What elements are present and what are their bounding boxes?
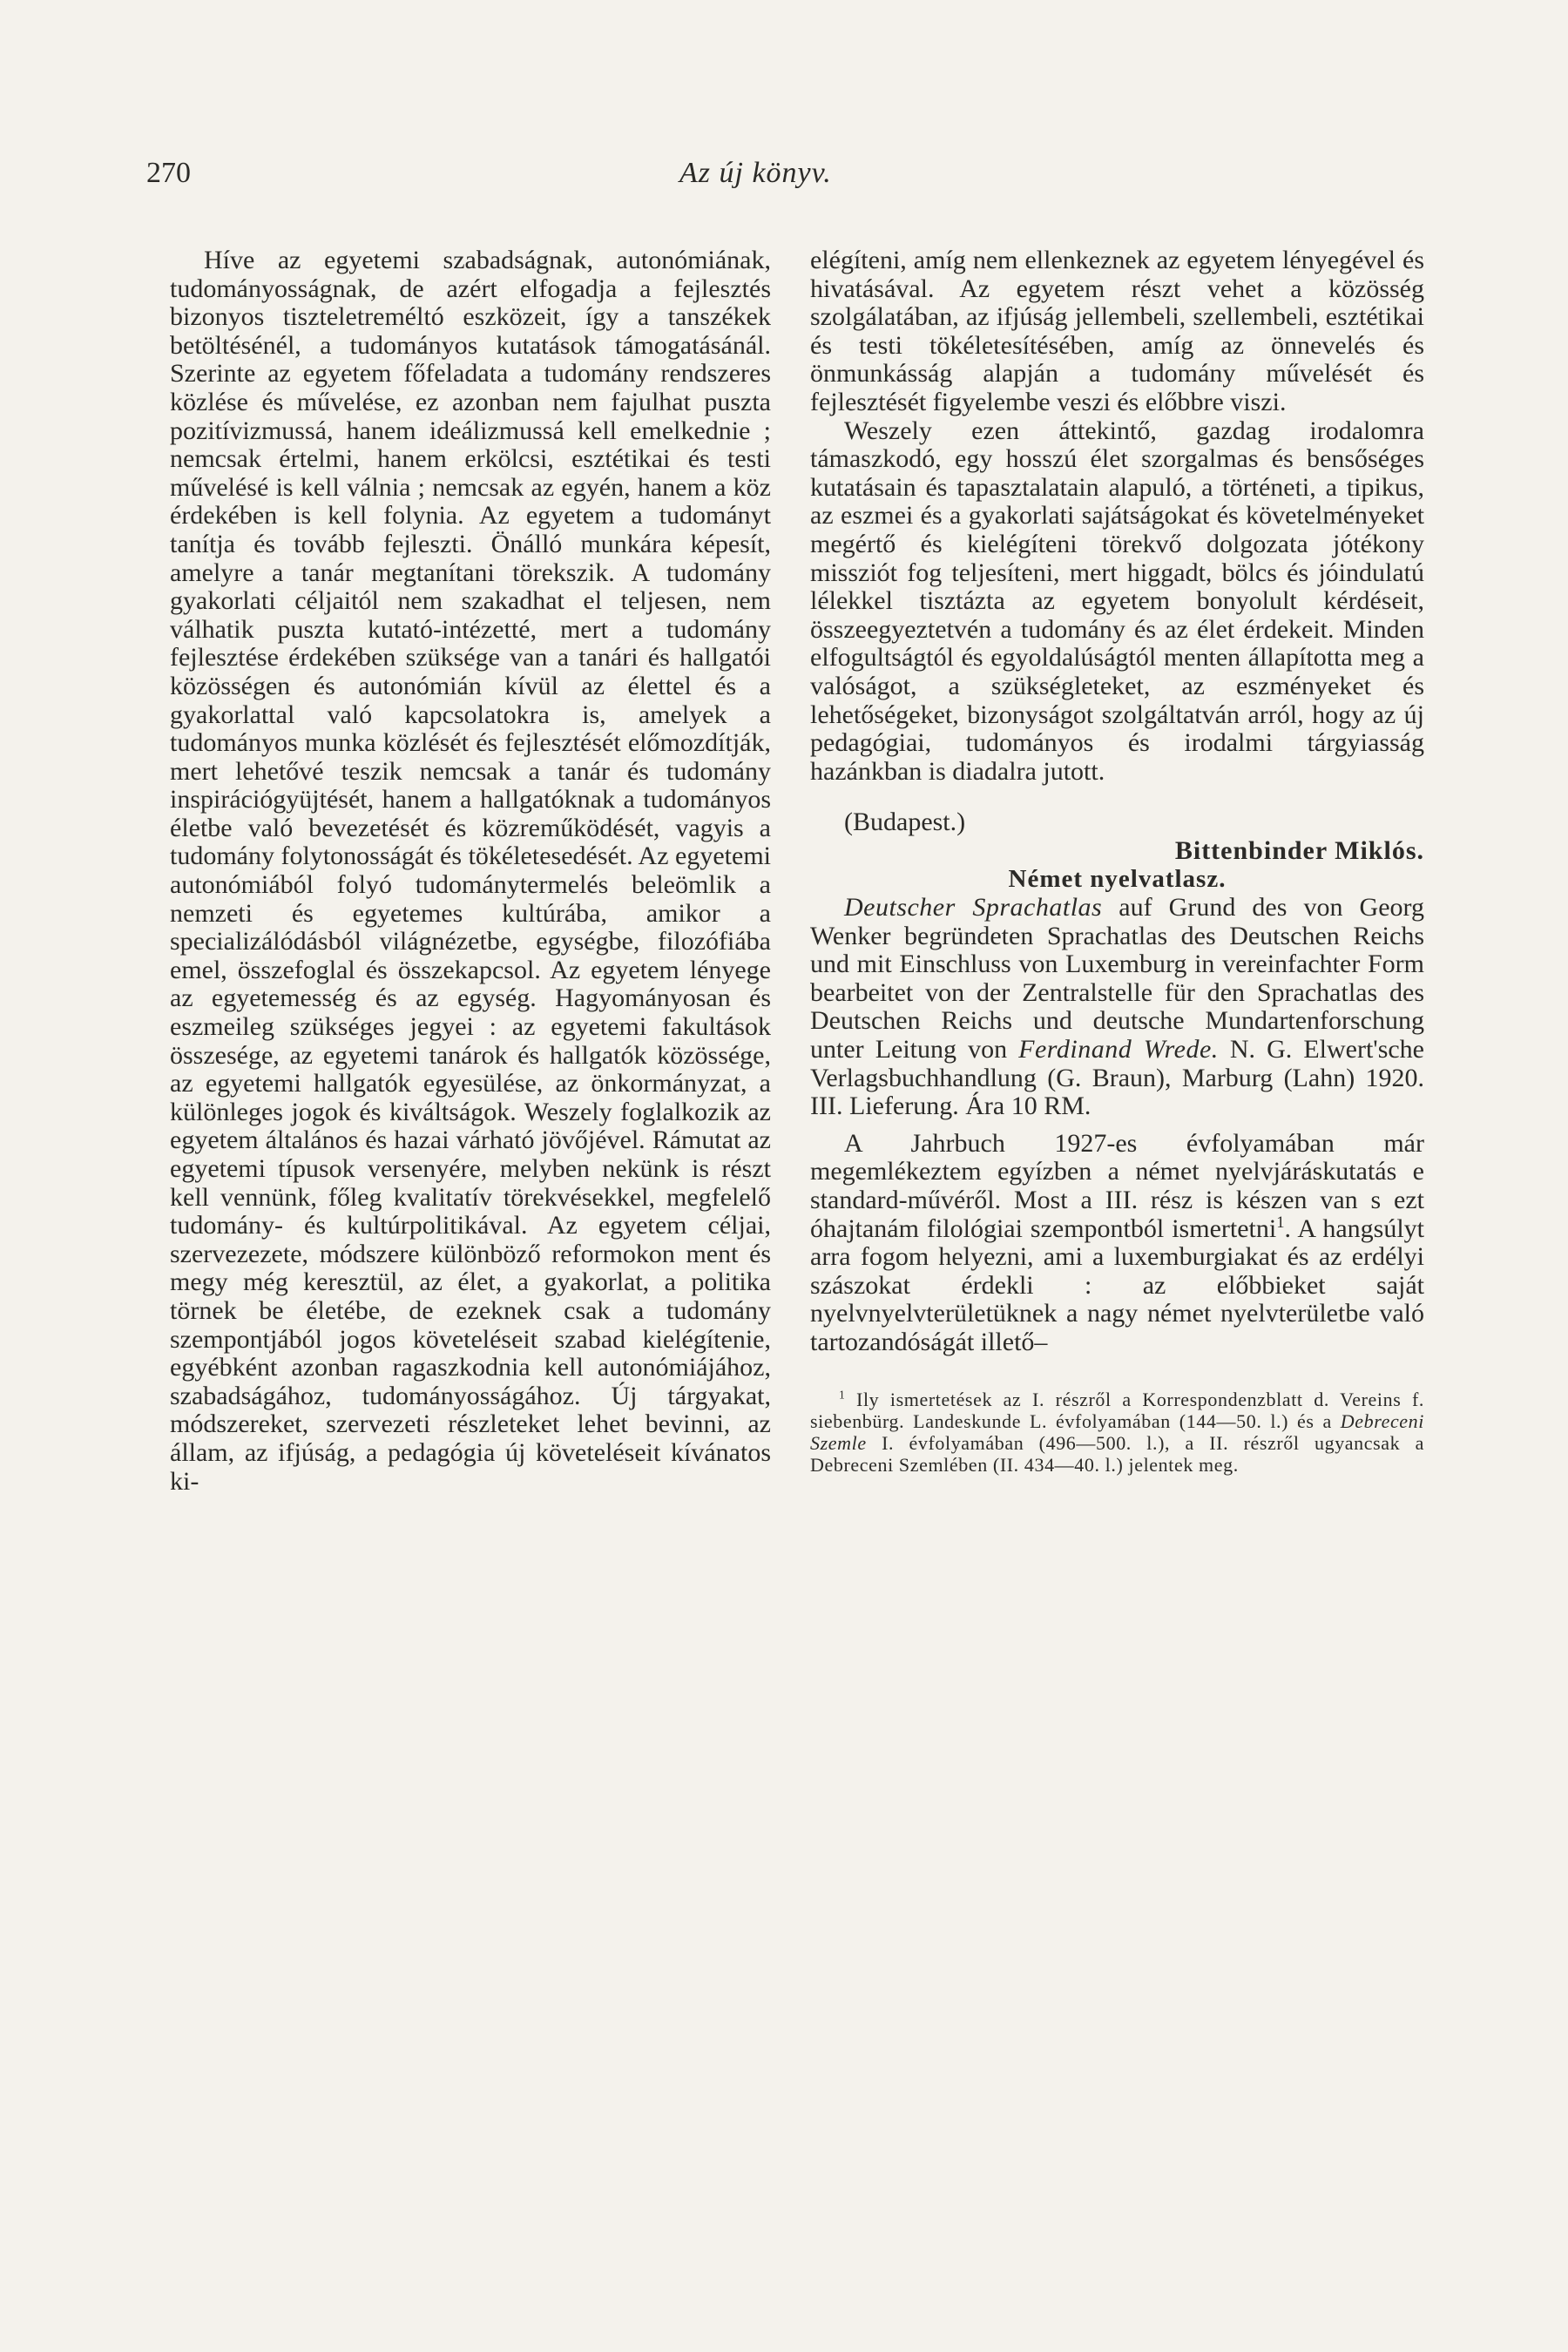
left-column xyxy=(170,247,771,1496)
review-intro-paragraph xyxy=(810,1130,1424,1357)
book-title: Deutscher Sprachatlas xyxy=(844,893,1103,923)
right-continuation-paragraph: elégíteni, amíg nem ellenkeznek az egyetem lényegével és hivatásával. Az egyetem részt vehet a közösség szolgálatában, az ifjúság jellembeli, szellembeli, esztétikai és testi tökéletesítésében, amíg az önnevelés és önmunkásság alapján a tudomány művelését és fejlesztését figyelembe veszi és előbbre viszi. xyxy=(810,246,1424,416)
left-paragraph: Híve az egyetemi szabadságnak, autonómiának, tudományosságnak, de azért elfogadja a fejlesztés bizonyos tiszteletreméltó eszközeit, így a tanszékek betöltésénél, a tudományos kutatások támogatásánál. Szerinte az egyetem főfeladata a tudomány rendszeres közlése és művelése, ez azonban nem fajulhat puszta pozitívizmussá, hanem ideálizmussá kell emelkednie ; nemcsak értelmi, hanem erkölcsi, esztétikai és testi művelésé is kell válnia ; nemcsak az egyén, hanem a köz érdekében is kell folynia. Az egyetem a tudományt tanítja és tovább fejleszti. Önálló munkára képesít, amelyre a tanár megtanítani törekszik. A tudomány gyakorlati céljaitól nem szakadhat el teljesen, nem válhatik puszta kutató-intézetté, mert a tudomány fejlesztése érdekében szüksége van a tanári és hallgatói közösségen és autonómián kívül az élettel és a gyakorlattal való kapcsolatokra is, amelyek a tudományos munka közlését és fejlesztését előmozdítják, mert lehetővé teszik nemcsak a tanár és tudomány inspirációgyüjtését, hanem a hallgatóknak a tudományos életbe való bevezetését és közreműködését, vagyis a tudomány folytonosságát és tökéletesedését. Az egyetemi autonómiából folyó tudománytermelés beleömlik a nemzeti és egyetemes kultúrába, amikor a specializálódásból világnézetbe, egységbe, filozófiába emel, összefoglal és összekapcsol. Az egyetem lényege az egyetemesség és az egység. Hagyományosan és eszmeileg szükséges jegyei : az egyetemi fakultások összesége, az egyetemi tanárok és hallgatók közössége, az egyetemi hallgatók egyesülése, az önkormányzat, a különleges jogok és kiváltságok. Weszely foglalkozik az egyetem általános és hazai várható jövőjével. Rámutat az egyetemi típusok versenyére, melyben nekünk is részt kell vennünk, főleg kvalitatív törekvésekkel, megfelelő tudomány- és kultúrpolitikával. Az egyetem céljai, szervezezete, módszere különböző reformokon ment és megy még keresztül, az élet, a gyakorlat, a politika törnek be életébe, de ezeknek csak a tudomány szempontjából jogos követeléseit szabad kielégítenie, egyébként azonban ragaszkodnia kell autonómiájához, szabadságához, tudományosságához. Új tárgyakat, módszereket, szervezeti részleteket lehet bevinni, az állam, az ifjúság, a pedagógia új követeléseit kívánatos ki- xyxy=(170,246,771,1496)
footnote-reference: 1 xyxy=(1276,1213,1285,1232)
review-conclusion-paragraph: Weszely ezen áttekintő, gazdag irodalomra támaszkodó, egy hosszú élet szorgalmas és bensőséges kutatásain és tapasztalatain alapuló, a történeti, a tipikus, az eszmei és a gyakorlati sajátságokat és követelményeket megértő és kielégíteni törekvő dolgozata jótékony missziót fog teljesíteni, mert higgadt, bölcs és jóindulatú lélekkel tisztázta az egyetem bonyolult kérdéseit, összeegyeztetvén a tudomány és az élet érdekeit. Minden elfogultságtól és egyoldalúságtól menten állapította meg a valóságot, a szükségleteket, az eszményeket és lehetőségeket, bizonyságot szolgáltatván arról, hogy az új pedagógiai, tudományos és irodalmi tárgyiasság hazánkban is diadalra jutott. xyxy=(810,416,1424,786)
footnote-text-2: I. évfolyamában (496—500. l.), a II. részről ugyancsak a Debreceni Szemlében (II. 434—40. l.) jelentek meg. xyxy=(810,1431,1424,1476)
book-editor: Ferdinand Wrede. xyxy=(1018,1035,1219,1064)
book-entry-main: auf Grund des von Georg Wenker begründeten Sprachatlas des Deutschen Reichs und mit Einschluss von Luxemburg in vereinfachter Form bearbeitet von der Zentralstelle für den Sprachatlas des Deutschen Reichs und deutsche Mundartenforschung unter Leitung von xyxy=(810,893,1424,1064)
page-number: 270 xyxy=(146,157,191,189)
section-title: Német nyelvatlasz. xyxy=(1008,865,1227,894)
author-signature: Bittenbinder Miklós. xyxy=(1174,835,1424,865)
review-intro-start: A Jahrbuch 1927-es évfolyamában már megemlékeztem egyízben a német nyelvjáráskutatás e standard-művéről. Most a III. rész is készen van s ezt óhajtanám filológiai szempontból ismertetni xyxy=(810,1128,1424,1243)
running-title: Az új könyv. xyxy=(679,157,832,189)
footnote-text-1: Ily ismertetések az I. részről a Korrespondenzblatt d. Vereins f. siebenbürg. Landeskunde L. évfolyamában (144—50. l.) és a xyxy=(810,1388,1424,1432)
right-column xyxy=(810,247,1424,1476)
page-header xyxy=(146,157,1453,200)
footnotes xyxy=(810,1389,1424,1476)
footnote xyxy=(810,1389,1424,1476)
footnote-marker: 1 xyxy=(839,1388,846,1402)
book-entry-end: N. G. Elwert'sche Verlagsbuchhandlung (G. Braun), Marburg (Lahn) 1920. III. Lieferung. Ára 10 RM. xyxy=(810,1035,1424,1121)
place-line: (Budapest.) xyxy=(844,808,966,837)
footnote-journal: Debreceni Szemle xyxy=(810,1409,1424,1454)
book-entry xyxy=(810,894,1424,1121)
review-intro-end: . A hangsúlyt arra fogom helyezni, ami a luxemburgiakat és az erdélyi szászokat érdekli : az előbbieket saját nyelvnyelvterületüknek a nagy német nyelvterületbe való tartozandóságát illető– xyxy=(810,1213,1425,1356)
